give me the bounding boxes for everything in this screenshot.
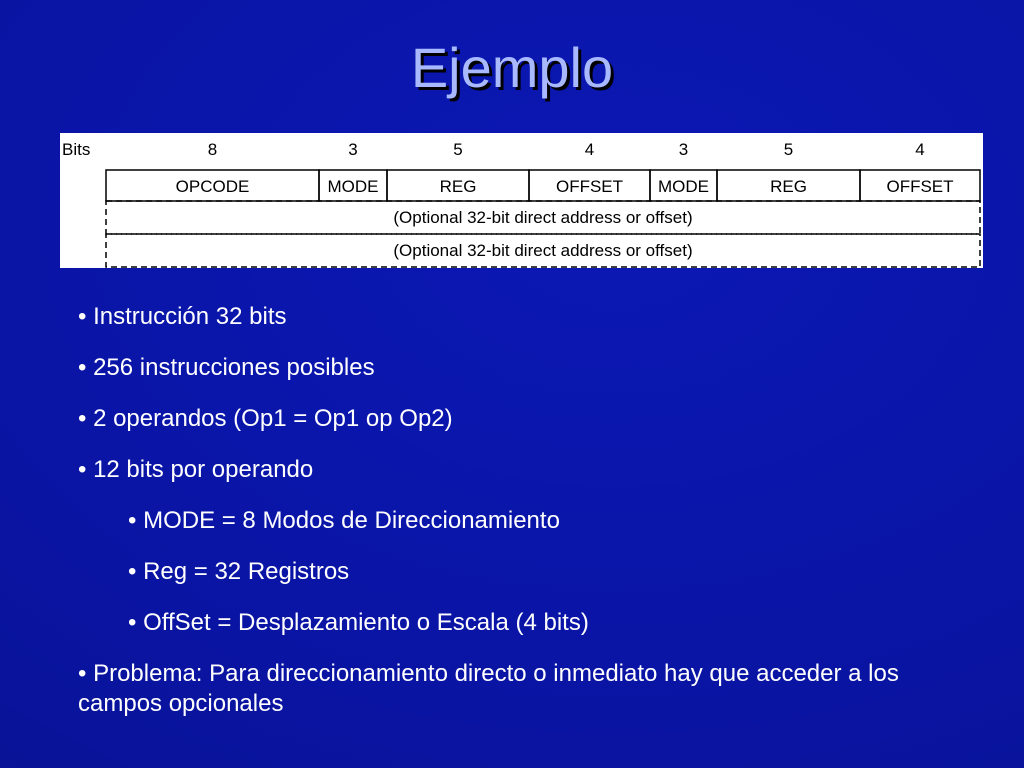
bits-row-label: Bits [62, 140, 91, 159]
bullet-item: • 2 operandos (Op1 = Op1 op Op2) [78, 405, 453, 432]
slide-title: Ejemplo [410, 36, 614, 99]
field-label: REG [439, 177, 477, 196]
bullet-item: • 256 instrucciones posibles [78, 354, 375, 381]
bullet-item: • Instrucción 32 bits [78, 303, 287, 330]
bit-count-label: 5 [453, 140, 463, 159]
bullet-item: • Problema: Para direccionamiento directo o inmediato hay que acceder a los campos opcionales [78, 660, 899, 717]
instruction-format-diagram [60, 133, 983, 268]
sub-bullet-item: • Reg = 32 Registros [128, 558, 350, 585]
field-label: REG [770, 177, 807, 196]
bit-count-label: 5 [783, 140, 794, 159]
bit-count-label: 4 [584, 140, 595, 159]
bit-count-label: 4 [915, 140, 925, 159]
field-label: OFFSET [555, 177, 624, 196]
bit-count-label: 3 [348, 140, 358, 159]
field-label: MODE [327, 177, 379, 196]
field-label: MODE [658, 177, 709, 196]
bit-count-label: 3 [678, 140, 689, 159]
instruction-format-figure [60, 133, 983, 268]
bullet-item: • 12 bits por operando [78, 456, 314, 483]
sub-bullet-item: • OffSet = Desplazamiento o Escala (4 bits) [128, 609, 589, 636]
bit-count-label: 8 [207, 140, 218, 159]
sub-bullet-item: • MODE = 8 Modos de Direccionamiento [128, 507, 560, 534]
field-label: OFFSET [886, 177, 954, 196]
optional-row-label: (Optional 32-bit direct address or offset) [393, 208, 693, 227]
field-label: OPCODE [175, 177, 250, 196]
optional-row-label: (Optional 32-bit direct address or offset) [393, 241, 693, 260]
bullet-list [78, 302, 958, 719]
